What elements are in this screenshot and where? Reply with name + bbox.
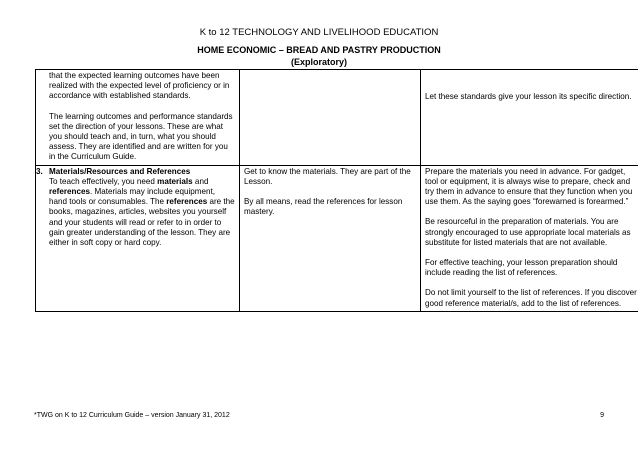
section-title: Materials/Resources and References [49,166,191,176]
cell-text: For effective teaching, your lesson preparation should include reading the list of references. [425,258,618,278]
doc-header-exploratory: (Exploratory) [290,57,347,67]
table-cell [240,165,421,311]
table-cell [421,70,638,166]
text-run: and [192,176,209,186]
cell-text: By all means, read the references for lesson mastery. [244,197,403,217]
cell-text: Get to know the materials. They are part of the Lesson. [244,166,411,186]
footer-text: *TWG on K to 12 Curriculum Guide – version January 31, 2012 [34,412,230,419]
table-cell [36,70,240,166]
curriculum-table [35,69,638,312]
bold-term: references [166,197,208,207]
section-heading [36,166,235,177]
table-cell [421,165,638,311]
bold-term: materials [157,176,193,186]
cell-text: Prepare the materials you need in advance. For gadget, tool or equipment, it is always wise to prepare, check and try them in advance to ensure that they function when you use them. As the saying goes “forewarned is forearmed.” [425,166,633,207]
page-number: 9 [600,412,604,419]
cell-text: Be resourceful in the preparation of materials. You are strongly encouraged to use appropriate local materials as substitute for listed materials that are not available. [425,217,631,247]
text-run: are the books, magazines, articles, websites you yourself and your students will read or refer to in order to gain greater understanding of the lesson. They are either in soft copy or hard copy. [49,197,235,248]
bold-term: references [49,187,90,197]
section-number: 3. [36,166,43,176]
cell-text: that the expected learning outcomes have been realized with the expected level of proficiency or in accordance with established standards. [49,71,230,101]
table-cell [36,165,240,311]
doc-header-subtitle: HOME ECONOMIC – BREAD AND PASTRY PRODUCTION [197,45,441,55]
table-row [36,70,638,166]
text-run: To teach effectively, you need [49,176,158,186]
table-row [36,165,638,311]
doc-header-title: K to 12 TECHNOLOGY AND LIVELIHOOD EDUCATION [199,27,439,38]
text-run: . Materials may include equipment, hand tools or consumables. The [49,187,216,207]
cell-text: Let these standards give your lesson its specific direction. [425,92,632,101]
cell-text: The learning outcomes and performance standards set the direction of your lessons. These are what you should teach and, in turn, what you should assess. They are identified and are written for you in the Curriculum Guide. [49,111,233,162]
cell-text [49,177,235,248]
table-cell [240,70,421,166]
cell-text: Do not limit yourself to the list of references. If you discover good reference material/s, add to the list of references. [425,288,637,308]
